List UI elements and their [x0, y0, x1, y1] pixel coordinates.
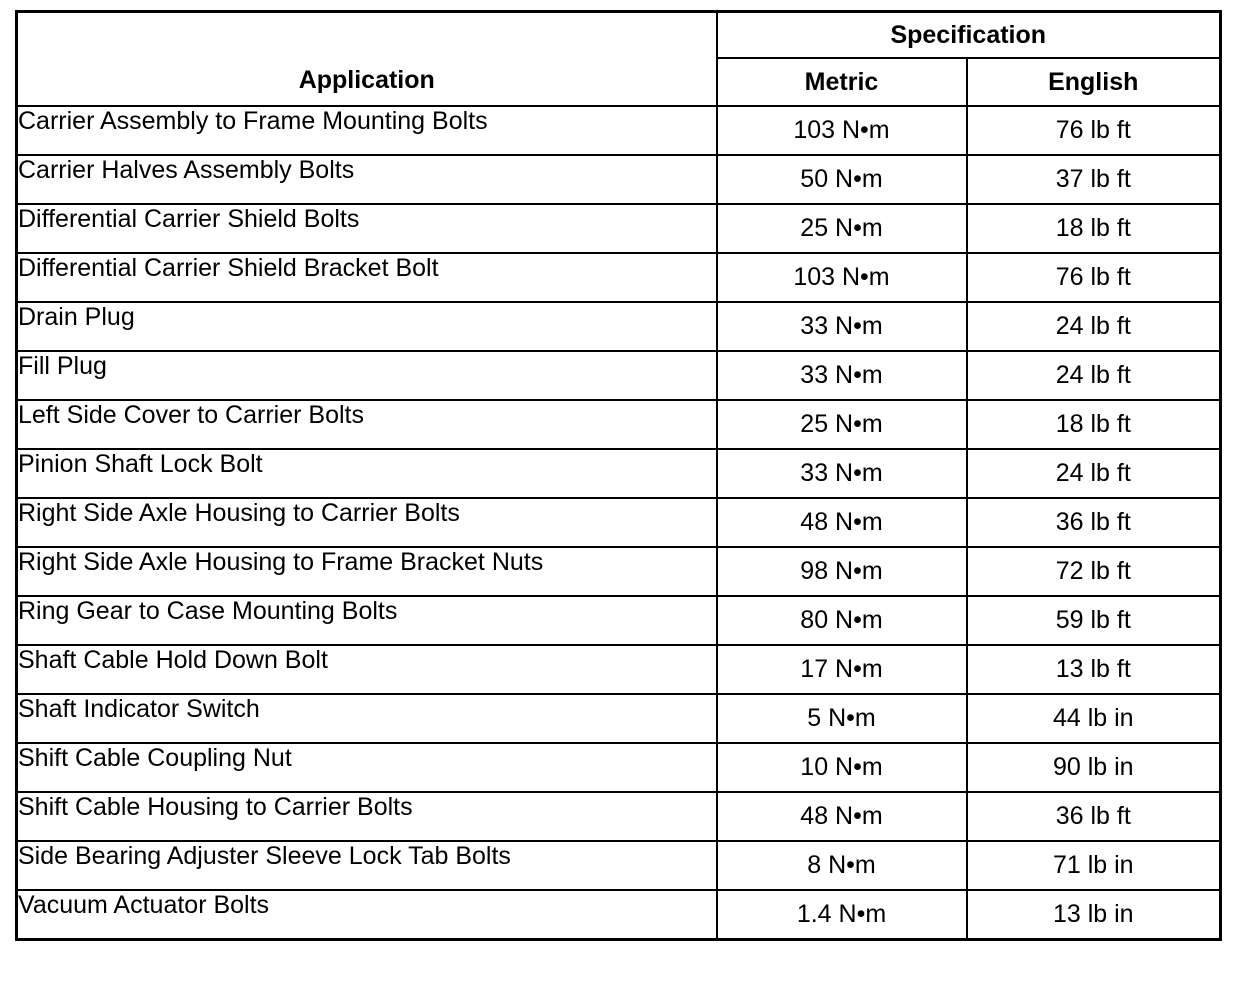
- torque-spec-table: [15, 10, 1222, 941]
- table-row: [17, 743, 1221, 792]
- table-row: [17, 694, 1221, 743]
- english-cell: 36 lb ft: [967, 792, 1221, 841]
- metric-cell: 80 N•m: [717, 596, 967, 645]
- application-cell: Carrier Assembly to Frame Mounting Bolts: [17, 106, 717, 155]
- application-cell: Differential Carrier Shield Bolts: [17, 204, 717, 253]
- application-cell: Drain Plug: [17, 302, 717, 351]
- application-cell: Carrier Halves Assembly Bolts: [17, 155, 717, 204]
- english-cell: 24 lb ft: [967, 302, 1221, 351]
- table-row: [17, 106, 1221, 155]
- english-cell: 37 lb ft: [967, 155, 1221, 204]
- table-row: [17, 596, 1221, 645]
- english-cell: 13 lb ft: [967, 645, 1221, 694]
- application-cell: Differential Carrier Shield Bracket Bolt: [17, 253, 717, 302]
- english-cell: 72 lb ft: [967, 547, 1221, 596]
- english-cell: 76 lb ft: [967, 253, 1221, 302]
- application-cell: Fill Plug: [17, 351, 717, 400]
- metric-cell: 50 N•m: [717, 155, 967, 204]
- application-cell: Shaft Indicator Switch: [17, 694, 717, 743]
- table-row: [17, 645, 1221, 694]
- metric-cell: 33 N•m: [717, 302, 967, 351]
- metric-cell: 48 N•m: [717, 792, 967, 841]
- metric-cell: 25 N•m: [717, 400, 967, 449]
- english-header: English: [967, 58, 1221, 106]
- specification-header: Specification: [717, 12, 1221, 59]
- application-cell: Ring Gear to Case Mounting Bolts: [17, 596, 717, 645]
- metric-cell: 103 N•m: [717, 106, 967, 155]
- application-cell: Shaft Cable Hold Down Bolt: [17, 645, 717, 694]
- application-cell: Left Side Cover to Carrier Bolts: [17, 400, 717, 449]
- table-row: [17, 498, 1221, 547]
- metric-cell: 48 N•m: [717, 498, 967, 547]
- metric-cell: 5 N•m: [717, 694, 967, 743]
- english-cell: 76 lb ft: [967, 106, 1221, 155]
- application-header: Application: [17, 12, 717, 107]
- application-cell: Shift Cable Coupling Nut: [17, 743, 717, 792]
- english-cell: 24 lb ft: [967, 351, 1221, 400]
- application-cell: Right Side Axle Housing to Frame Bracket Nuts: [17, 547, 717, 596]
- english-cell: 59 lb ft: [967, 596, 1221, 645]
- english-cell: 44 lb in: [967, 694, 1221, 743]
- english-cell: 90 lb in: [967, 743, 1221, 792]
- table-row: [17, 792, 1221, 841]
- metric-cell: 25 N•m: [717, 204, 967, 253]
- english-cell: 18 lb ft: [967, 400, 1221, 449]
- table-row: [17, 890, 1221, 940]
- metric-cell: 33 N•m: [717, 449, 967, 498]
- metric-cell: 1.4 N•m: [717, 890, 967, 940]
- table-row: [17, 253, 1221, 302]
- metric-cell: 103 N•m: [717, 253, 967, 302]
- table-row: [17, 400, 1221, 449]
- metric-cell: 98 N•m: [717, 547, 967, 596]
- application-cell: Side Bearing Adjuster Sleeve Lock Tab Bolts: [17, 841, 717, 890]
- application-cell: Pinion Shaft Lock Bolt: [17, 449, 717, 498]
- table-row: [17, 351, 1221, 400]
- table-row: [17, 302, 1221, 351]
- table-row: [17, 547, 1221, 596]
- application-cell: Vacuum Actuator Bolts: [17, 890, 717, 940]
- table-row: [17, 204, 1221, 253]
- english-cell: 24 lb ft: [967, 449, 1221, 498]
- english-cell: 36 lb ft: [967, 498, 1221, 547]
- metric-cell: 8 N•m: [717, 841, 967, 890]
- application-cell: Right Side Axle Housing to Carrier Bolts: [17, 498, 717, 547]
- english-cell: 18 lb ft: [967, 204, 1221, 253]
- english-cell: 13 lb in: [967, 890, 1221, 940]
- table-row: [17, 449, 1221, 498]
- metric-cell: 33 N•m: [717, 351, 967, 400]
- metric-cell: 10 N•m: [717, 743, 967, 792]
- table-row: [17, 841, 1221, 890]
- metric-header: Metric: [717, 58, 967, 106]
- metric-cell: 17 N•m: [717, 645, 967, 694]
- table-body: [17, 106, 1221, 940]
- english-cell: 71 lb in: [967, 841, 1221, 890]
- table-row: [17, 155, 1221, 204]
- application-cell: Shift Cable Housing to Carrier Bolts: [17, 792, 717, 841]
